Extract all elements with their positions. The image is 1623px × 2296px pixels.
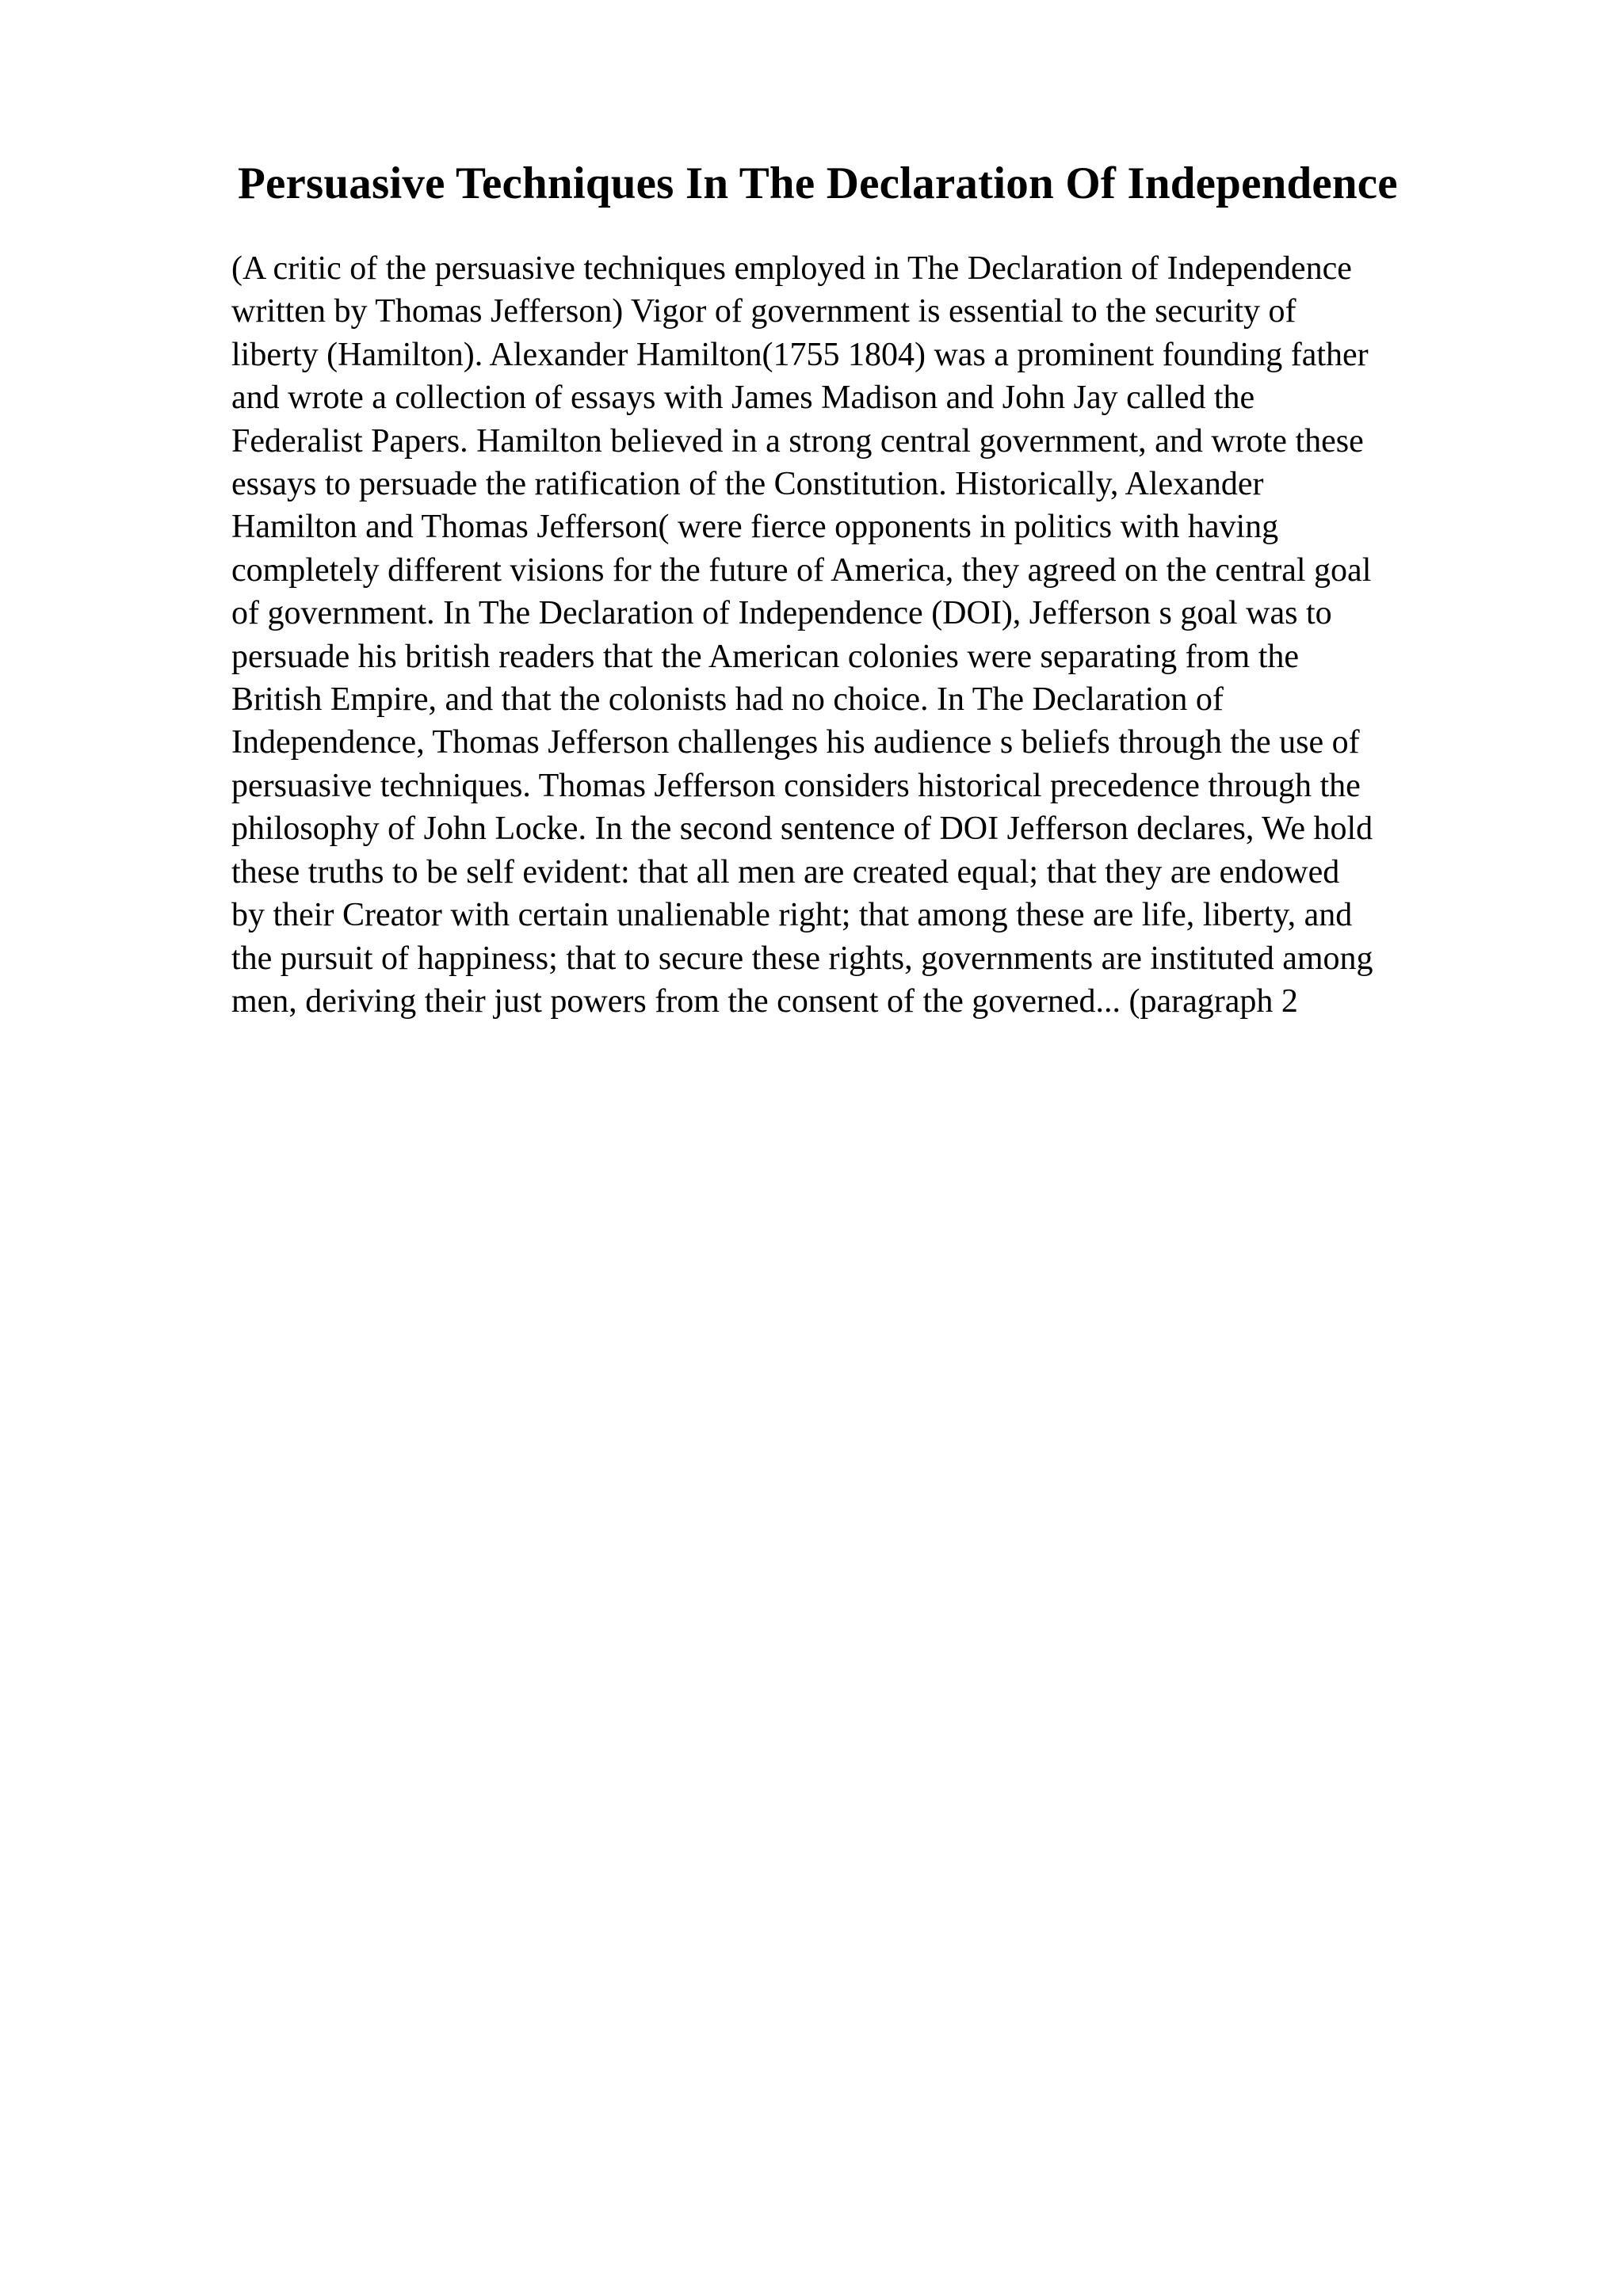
body-line: British Empire, and that the colonists had no choice. In The Declaration of (231, 681, 1224, 719)
body-line: essays to persuade the ratification of the Constitution. Historically, Alexander (231, 466, 1264, 503)
body-line: persuasive techniques. Thomas Jefferson considers historical precedence through the (231, 767, 1361, 804)
body-line: Hamilton and Thomas Jefferson( were fierce opponents in politics with having (231, 509, 1279, 546)
body-line: Federalist Papers. Hamilton believed in a strong central government, and wrote these (231, 422, 1364, 460)
body-line: of government. In The Declaration of Independence (DOI), Jefferson s goal was to (231, 595, 1332, 632)
body-line: men, deriving their just powers from the consent of the governed... (paragraph 2 (231, 982, 1298, 1020)
body-line: (A critic of the persuasive techniques employed in The Declaration of Independence (231, 250, 1352, 287)
document-body (231, 247, 1531, 1023)
body-line: completely different visions for the future of America, they agreed on the central goal (231, 551, 1372, 589)
body-line: written by Thomas Jefferson) Vigor of government is essential to the security of (231, 293, 1296, 330)
body-line: philosophy of John Locke. In the second sentence of DOI Jefferson declares, We hold (231, 810, 1373, 848)
body-line: liberty (Hamilton). Alexander Hamilton(1755 1804) was a prominent founding father (231, 336, 1369, 373)
body-line: by their Creator with certain unalienable right; that among these are life, liberty, and (231, 897, 1353, 934)
body-line: persuade his british readers that the American colonies were separating from the (231, 638, 1300, 675)
body-line: these truths to be self evident: that all men are created equal; that they are endowed (231, 853, 1340, 891)
body-line: the pursuit of happiness; that to secure these rights, governments are instituted among (231, 940, 1373, 977)
document-title: Persuasive Techniques In The Declaration Of Independence (238, 158, 1398, 208)
body-line: Independence, Thomas Jefferson challenges his audience s beliefs through the use of (231, 724, 1360, 761)
body-line: and wrote a collection of essays with James Madison and John Jay called the (231, 379, 1255, 417)
